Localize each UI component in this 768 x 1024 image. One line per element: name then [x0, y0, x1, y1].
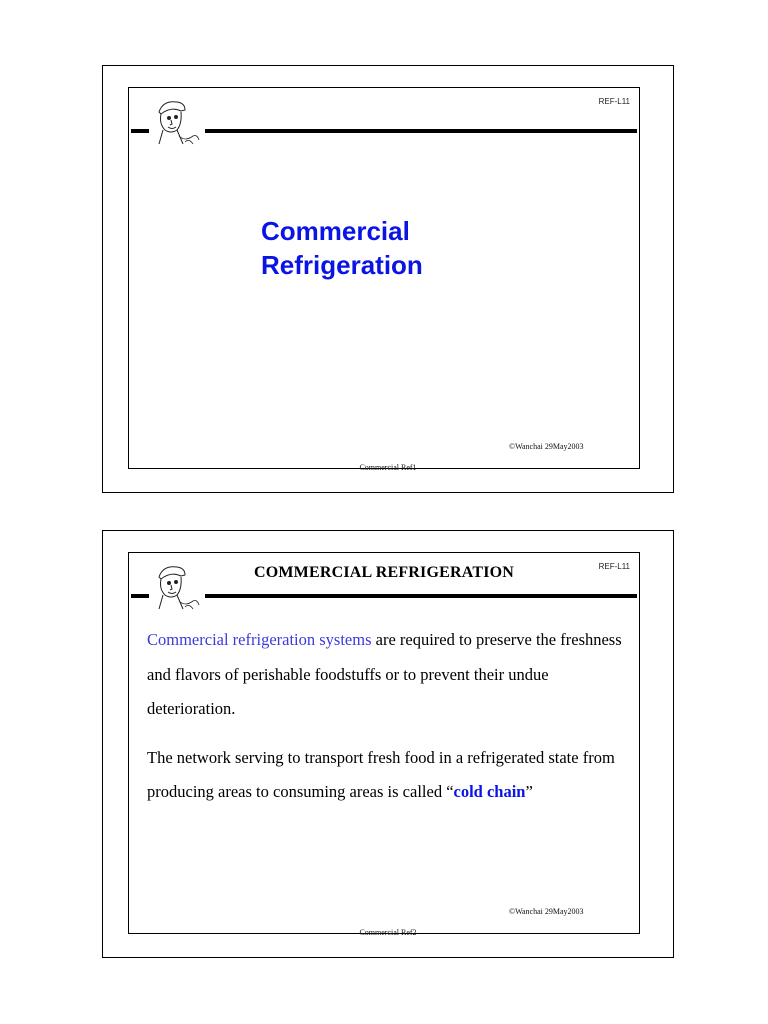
ref-code: REF-L11	[598, 97, 630, 106]
slide-body	[147, 623, 627, 824]
header-rule-short	[131, 594, 149, 598]
title-line-1: Commercial	[261, 216, 410, 246]
caricature-logo-icon	[149, 94, 205, 150]
slide-1	[128, 87, 640, 469]
paragraph-2	[147, 741, 627, 810]
slide-heading: COMMERCIAL REFRIGERATION	[253, 564, 515, 581]
page-title	[261, 214, 423, 282]
paragraph-1-text: are required to preserve the freshness and flavors of perishable foodstuffs or to prevent their undue deterioration.	[147, 630, 622, 718]
highlighted-term: Commercial refrigeration systems	[147, 630, 372, 649]
slide-2	[128, 552, 640, 934]
header-rule-short	[131, 129, 149, 133]
handout-page-2	[102, 530, 674, 958]
closing-quote: ”	[525, 782, 533, 801]
copyright-label: ©Wanchai 29May2003	[509, 442, 584, 451]
handout-page-1	[102, 65, 674, 493]
cold-chain-term: cold chain	[453, 782, 526, 801]
header-rule-long	[205, 129, 637, 133]
footer-label: Commercial Ref1	[359, 463, 417, 472]
header-rule-long	[205, 594, 637, 598]
paragraph-2-text: The network serving to transport fresh food in a refrigerated state from producing areas to consuming areas is called “	[147, 747, 615, 801]
copyright-label: ©Wanchai 29May2003	[509, 907, 584, 916]
paragraph-1	[147, 623, 627, 727]
footer-label: Commercial Ref2	[359, 928, 417, 937]
ref-code: REF-L11	[598, 562, 630, 571]
title-line-2: Refrigeration	[261, 250, 423, 280]
